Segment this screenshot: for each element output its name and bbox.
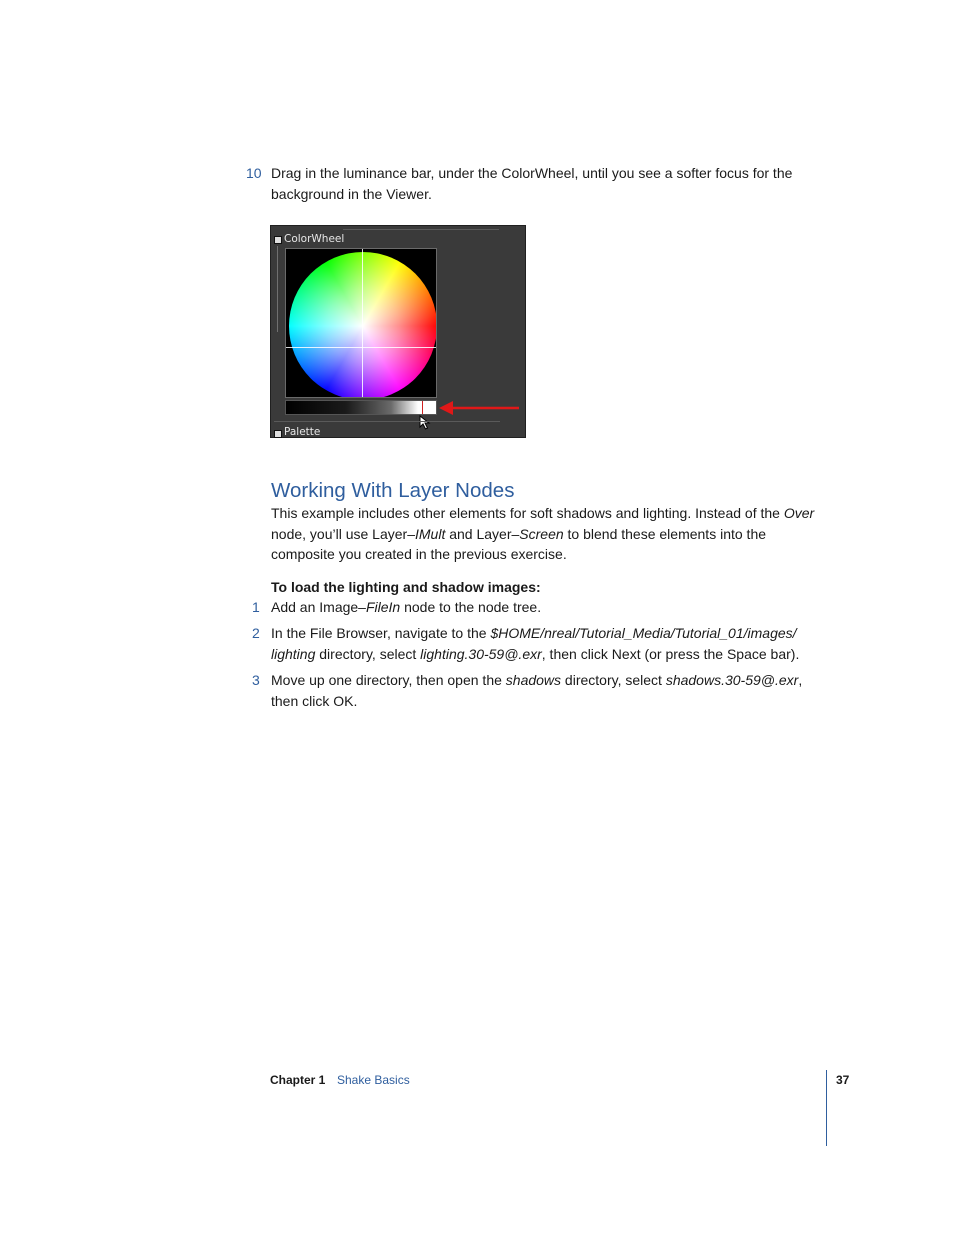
italic-span: IMult (415, 525, 446, 542)
text-span: and Layer– (445, 525, 520, 542)
paragraph-line: composite you created in the previous exercise. (271, 546, 567, 562)
divider (343, 229, 499, 230)
text-span: Move up one directory, then open the (271, 672, 506, 688)
luminance-bar (285, 400, 437, 415)
italic-span: lighting (271, 645, 316, 662)
italic-span: lighting.30-59@.exr (420, 645, 542, 662)
step-text (271, 670, 841, 711)
collapse-icon (274, 430, 282, 438)
section-heading: Working With Layer Nodes (271, 479, 515, 502)
step-text-line: background in the Viewer. (271, 185, 432, 202)
paragraph-line (271, 503, 841, 524)
step-number: 1 (252, 599, 260, 615)
step-text (271, 163, 831, 204)
text-span: directory, select (315, 645, 421, 662)
step-text-line: then click OK. (271, 692, 358, 709)
paragraph-line (271, 524, 841, 545)
text-span: directory, select (561, 672, 666, 688)
red-arrow-icon (437, 398, 521, 418)
step-text (271, 597, 831, 618)
step-number: 3 (252, 672, 260, 688)
step-text-line (271, 670, 841, 691)
text-span: , then click Next (or press the Space bar). (541, 645, 800, 662)
italic-span: Screen (519, 525, 564, 542)
color-wheel-panel (285, 248, 437, 398)
collapse-icon (274, 236, 282, 244)
footer-chapter: Chapter 1 (270, 1073, 326, 1087)
colorwheel-screenshot (270, 225, 526, 438)
color-wheel (289, 252, 437, 398)
italic-span: FileIn (365, 599, 401, 615)
step-text-line (271, 623, 841, 644)
italic-span: shadows (505, 672, 562, 688)
step-text-line: Drag in the luminance bar, under the ColorWheel, until you see a softer focus for the (271, 165, 793, 181)
text-span: node, you’ll use Layer– (271, 525, 415, 542)
italic-span: Over (783, 505, 815, 521)
step-number: 10 (246, 165, 262, 181)
step-text-line (271, 644, 841, 665)
mouse-cursor-icon (419, 415, 431, 431)
step-number: 2 (252, 625, 260, 641)
text-span: to blend these elements into the (563, 525, 767, 542)
palette-label: Palette (284, 426, 321, 438)
crosshair-vertical (362, 249, 363, 397)
page-number: 37 (836, 1073, 850, 1087)
task-heading: To load the lighting and shadow images: (271, 579, 541, 595)
text-span: , (798, 672, 803, 688)
luminance-marker (422, 401, 423, 414)
text-span: This example includes other elements for soft shadows and lighting. Instead of the (271, 505, 784, 521)
colorwheel-label: ColorWheel (284, 233, 345, 245)
text-span: node to the node tree. (400, 599, 542, 615)
footer-chapter-title: Shake Basics (337, 1073, 410, 1087)
text-span: In the File Browser, navigate to the (271, 625, 491, 641)
footer-rule (826, 1070, 827, 1146)
divider (277, 246, 278, 332)
text-span: Add an Image– (271, 599, 366, 615)
crosshair-horizontal (286, 347, 436, 348)
italic-span: shadows.30-59@.exr (665, 672, 799, 688)
divider (274, 421, 500, 422)
step-text (271, 623, 841, 664)
italic-span: $HOME/nreal/Tutorial_Media/Tutorial_01/images/ (490, 625, 797, 641)
intro-paragraph (271, 503, 841, 565)
